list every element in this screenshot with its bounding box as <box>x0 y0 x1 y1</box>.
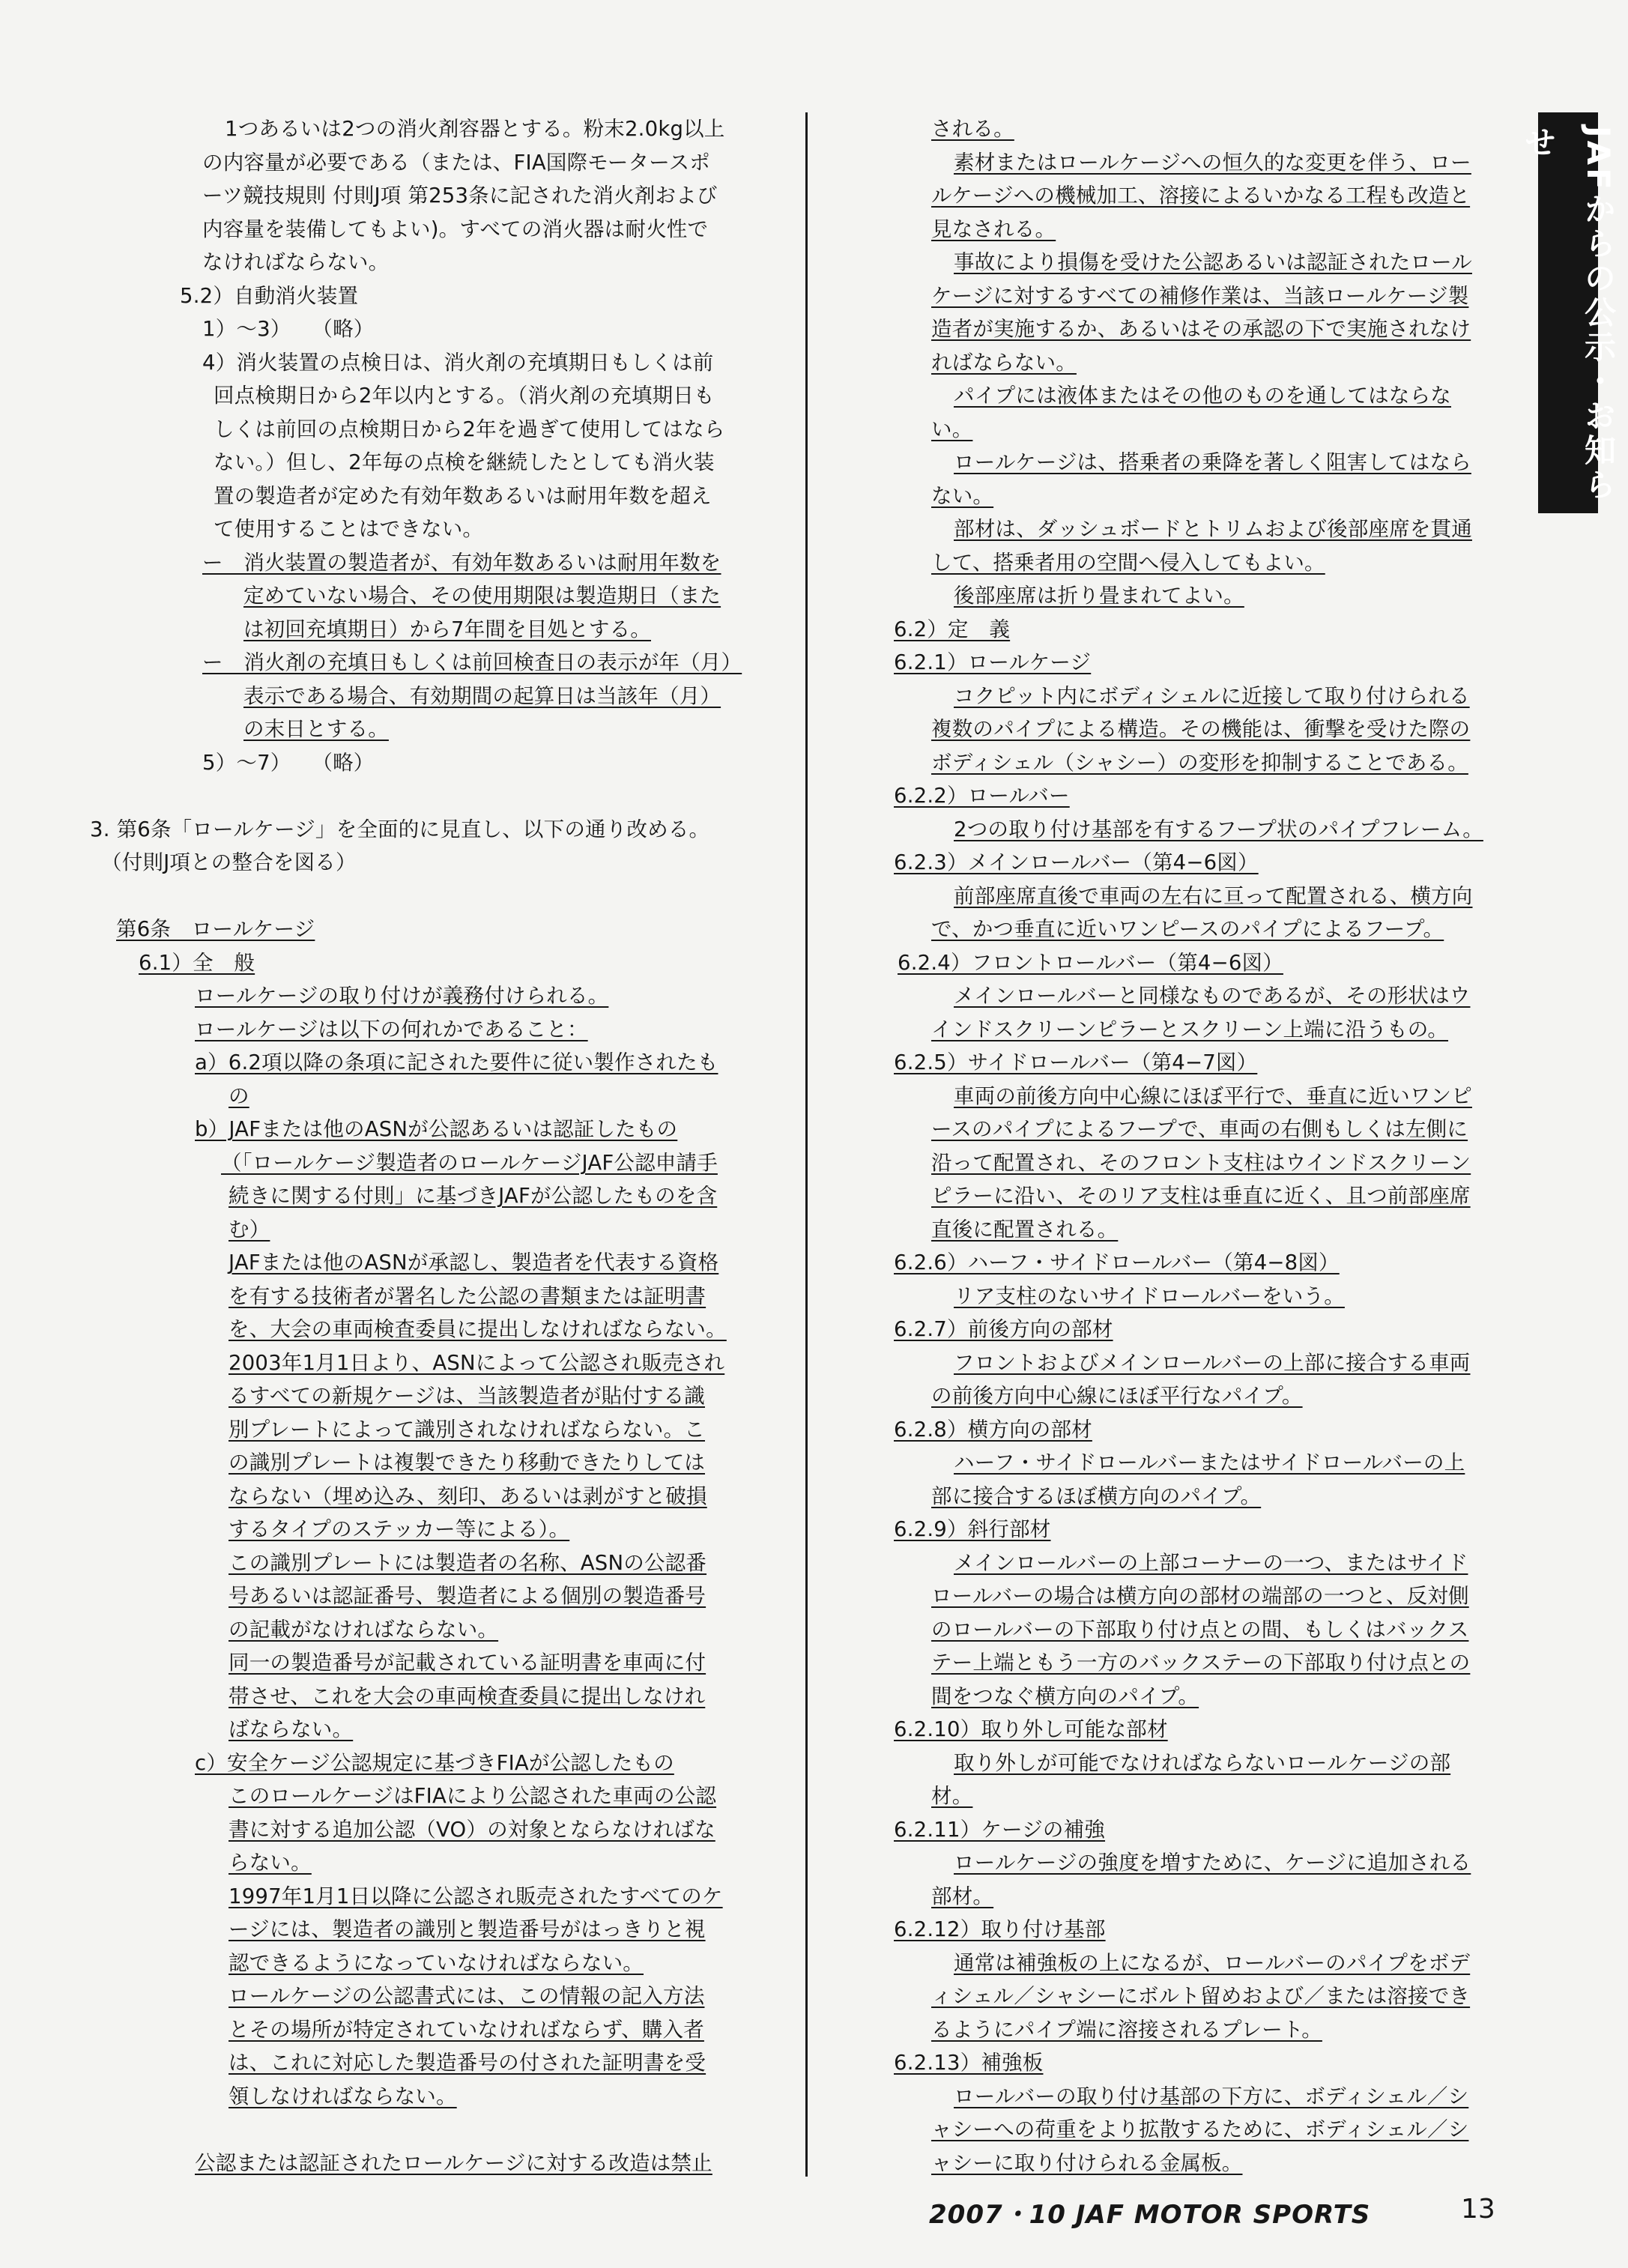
text-line: ロールケージの公認書式には、この情報の記入方法 <box>229 1984 705 2008</box>
text-line: 前部座席直後で車両の左右に亘って配置される、横方向 <box>954 883 1473 908</box>
text-line: 間をつなぐ横方向のパイプ。 <box>931 1684 1199 1708</box>
text-line: ボディシェル（シャシー）の変形を抑制することである。 <box>931 750 1468 775</box>
text-line: メインロールバーの上部コーナーの一つ、またはサイド <box>954 1550 1468 1575</box>
text-line: ィシェル／シャシーにボルト留めおよび／または溶接でき <box>931 1984 1471 2008</box>
text-line: 事故により損傷を受けた公認あるいは認証されたロール <box>954 250 1472 274</box>
magazine-title: 2007・10 JAF MOTOR SPORTS <box>929 2200 1371 2230</box>
text-line: 6.2.6）ハーフ・サイドロールバー（第4−8図） <box>894 1251 1340 1274</box>
text-line: 5.2）自動消火装置 <box>180 283 359 308</box>
text-line: 複数のパイプによる構造。その機能は、衝撃を受けた際の <box>931 717 1471 741</box>
text-line: リア支柱のないサイドロールバーをいう。 <box>954 1283 1345 1308</box>
text-line: ロールケージの取り付けが義務付けられる。 <box>195 984 609 1008</box>
text-line: 3. 第6条「ロールケージ」を全面的に見直し、以下の通り改める。 <box>90 817 710 841</box>
text-line: 5）～7） （略） <box>202 750 375 775</box>
text-line: の前後方向中心線にほぼ平行なパイプ。 <box>931 1384 1303 1408</box>
text-line: らない。 <box>229 1851 312 1875</box>
text-line: 1）～3） （略） <box>202 317 375 341</box>
text-line: a）6.2項以降の条項に記された要件に従い製作されたも <box>195 1050 718 1074</box>
text-line: ー 消火装置の製造者が、有効年数あるいは耐用年数を <box>202 550 721 575</box>
text-line: ーツ競技規則 付則J項 第253条に記された消火剤および <box>202 184 718 208</box>
text-line: の末日とする。 <box>243 717 389 741</box>
text-line: るすべての新規ケージは、当該製造者が貼付する識 <box>229 1384 705 1408</box>
text-line: この識別プレートには製造者の名称、ASNの公認番 <box>229 1550 707 1575</box>
text-line: で、かつ垂直に近いワンピースのパイプによるフープ。 <box>931 917 1444 941</box>
text-line: のロールバーの下部取り付け点との間、もしくはバックス <box>931 1617 1469 1642</box>
text-line: ロールバーの場合は横方向の部材の端部の一つと、反対側 <box>931 1584 1469 1608</box>
text-line: 1997年1月1日以降に公認され販売されたすべてのケ <box>229 1884 723 1908</box>
text-line: を、大会の車両検査委員に提出しなければならない。 <box>229 1317 727 1341</box>
footer <box>929 2194 1370 2231</box>
text-line: パイプには液体またはその他のものを通してはならな <box>954 384 1451 408</box>
text-line: む） <box>229 1217 270 1242</box>
text-line: は、これに対応した製造番号の付された証明書を受 <box>229 2051 706 2075</box>
text-line: するタイプのステッカー等による）。 <box>229 1517 570 1541</box>
text-line: て使用することはできない。 <box>214 517 484 541</box>
text-line: 通常は補強板の上になるが、ロールバーのパイプをボデ <box>954 1950 1471 1975</box>
text-line: 回点検期日から2年以内とする。（消火剤の充填期日も <box>214 384 715 408</box>
right-column <box>875 112 1518 2180</box>
text-line: 4）消火装置の点検日は、消火剤の充填期日もしくは前 <box>202 350 714 375</box>
text-line: して、搭乗者用の空間へ侵入してもよい。 <box>931 550 1325 575</box>
text-line: ルケージへの機械加工、溶接によるいかなる工程も改造と <box>931 184 1471 208</box>
text-line: 号あるいは認証番号、製造者による個別の製造番号 <box>229 1584 706 1608</box>
text-line: 6.2.7）前後方向の部材 <box>894 1317 1113 1341</box>
text-line: の <box>229 1083 249 1108</box>
text-line: ロールケージは以下の何れかであること： <box>195 1017 588 1041</box>
column-divider <box>805 112 808 2177</box>
text-line: の内容量が必要である（または、FIA国際モータースポ <box>202 150 710 175</box>
text-line: 書に対する追加公認（VO）の対象とならなければな <box>229 1817 715 1842</box>
text-line: ースのパイプによるフープで、車両の右側もしくは左側に <box>931 1117 1468 1141</box>
text-line: 6.2.10）取り外し可能な部材 <box>894 1717 1168 1741</box>
text-line: い。 <box>931 417 973 441</box>
text-line: ロールケージの強度を増すために、ケージに追加される <box>954 1851 1471 1875</box>
text-line: 見なされる。 <box>931 217 1056 241</box>
text-line: 材。 <box>931 1784 973 1808</box>
text-line: 直後に配置される。 <box>931 1217 1119 1242</box>
text-line: ハーフ・サイドロールバーまたはサイドロールバーの上 <box>954 1451 1465 1475</box>
text-line: なければならない。 <box>202 250 390 274</box>
text-line <box>82 880 757 913</box>
text-line: 公認または認証されたロールケージに対する改造は禁止 <box>195 2150 712 2175</box>
text-line: ージには、製造者の識別と製造番号がはっきりと視 <box>229 1917 706 1941</box>
text-line: される。 <box>931 117 1014 141</box>
text-line: 6.2.11）ケージの補強 <box>894 1817 1106 1842</box>
text-line: ばならない。 <box>229 1717 354 1741</box>
text-line: 取り外しが可能でなければならないロールケージの部 <box>954 1750 1451 1775</box>
text-line: ケージに対するすべての補修作業は、当該ロールケージ製 <box>931 283 1469 308</box>
text-line: 2003年1月1日より、ASNによって公認され販売され <box>229 1350 725 1375</box>
text-line: 素材またはロールケージへの恒久的な変更を伴う、ロー <box>954 150 1471 175</box>
text-line: b）JAFまたは他のASNが公認あるいは認証したもの <box>195 1117 678 1141</box>
text-line: ならない（埋め込み、刻印、あるいは剥がすと破損 <box>229 1484 707 1508</box>
text-line: フロントおよびメインロールバーの上部に接合する車両 <box>954 1350 1471 1375</box>
text-line: ャシーに取り付けられる金属板。 <box>931 2150 1243 2175</box>
text-line: とその場所が特定されていなければならず、購入者 <box>229 2017 704 2042</box>
text-line: 続きに関する付則」に基づきJAFが公認したものを含 <box>229 1184 718 1208</box>
left-column <box>82 112 757 2180</box>
text-line: このロールケージはFIAにより公認された車両の公認 <box>229 1784 717 1808</box>
text-line: の記載がなければならない。 <box>229 1617 499 1642</box>
text-line: の識別プレートは複製できたり移動できたりしては <box>229 1451 705 1475</box>
text-line: 造者が実施するか、あるいはその承認の下で実施されなけ <box>931 317 1471 341</box>
text-line: ない。）但し、2年毎の点検を継続したとしても消火装 <box>214 450 715 474</box>
text-line: ピラーに沿い、そのリア支柱は垂直に近く、且つ前部座席 <box>931 1184 1471 1208</box>
text-line: 別プレートによって識別されなければならない。こ <box>229 1417 705 1442</box>
section-tab <box>1520 112 1617 513</box>
text-line: 帯させ、これを大会の車両検査委員に提出しなけれ <box>229 1684 706 1708</box>
text-line: （付則J項との整合を図る） <box>101 850 357 874</box>
text-line: 6.2.2）ロールバー <box>894 784 1070 808</box>
text-line: るようにパイプ端に溶接されるプレート。 <box>931 2017 1322 2042</box>
text-line: テー上端ともう一方のバックステーの下部取り付け点との <box>931 1651 1471 1675</box>
text-line: 部材は、ダッシュボードとトリムおよび後部座席を貫通 <box>954 517 1472 541</box>
text-line <box>82 779 757 813</box>
text-line: JAFまたは他のASNが承認し、製造者を代表する資格 <box>229 1251 719 1274</box>
text-line: 部材。 <box>931 1884 994 1908</box>
text-line: 2つの取り付け基部を有するフープ状のパイプフレーム。 <box>954 817 1483 841</box>
section-tab-label: JAFからの公示・お知らせ <box>1520 126 1617 503</box>
text-line: 6.2.8）横方向の部材 <box>894 1417 1092 1442</box>
text-line: 6.2）定 義 <box>894 617 1011 641</box>
text-line: 1つあるいは2つの消火剤容器とする。粉末2.0kg以上 <box>225 117 725 141</box>
text-line: 沿って配置され、そのフロント支柱はウインドスクリーン <box>931 1150 1471 1175</box>
text-line: を有する技術者が署名した公認の書類または証明書 <box>229 1283 706 1308</box>
text-line: メインロールバーと同様なものであるが、その形状はウ <box>954 984 1471 1008</box>
text-line: ロールケージは、搭乗者の乗降を著しく阻害してはなら <box>954 450 1471 474</box>
text-line: 認できるようになっていなければならない。 <box>229 1950 644 1975</box>
text-line: 6.2.12）取り付け基部 <box>894 1917 1106 1941</box>
text-line: 6.2.5）サイドロールバー（第4−7図） <box>894 1050 1258 1074</box>
text-line: 内容量を装備してもよい)。すべての消火器は耐火性で <box>202 217 709 241</box>
text-line: ない。 <box>931 483 994 508</box>
text-line: 同一の製造番号が記載されている証明書を車両に付 <box>229 1651 706 1675</box>
text-line: 6.2.13）補強板 <box>894 2051 1044 2075</box>
text-line: 表示である場合、有効期間の起算日は当該年（月） <box>243 683 721 708</box>
text-line: しくは前回の点検期日から2年を過ぎて使用してはなら <box>214 417 725 441</box>
text-line: 車両の前後方向中心線にほぼ平行で、垂直に近いワンピ <box>954 1083 1472 1108</box>
text-line: 6.2.1）ロールケージ <box>894 650 1092 674</box>
text-line: 6.2.3）メインロールバー（第4−6図） <box>894 850 1259 874</box>
page-number: 13 <box>1461 2194 1495 2225</box>
text-line: （「ロールケージ製造者のロールケージJAF公認申請手 <box>221 1150 718 1175</box>
text-line: c）安全ケージ公認規定に基づきFIAが公認したもの <box>195 1750 674 1775</box>
text-line: ればならない。 <box>931 350 1077 375</box>
text-line: 部に接合するほぼ横方向のパイプ。 <box>931 1484 1262 1508</box>
text-line: 置の製造者が定めた有効年数あるいは耐用年数を超え <box>214 483 712 508</box>
text-line: 6.2.4）フロントロールバー（第4−6図） <box>898 950 1283 975</box>
text-line: 定めていない場合、その使用期限は製造期日（また <box>243 584 721 608</box>
text-line: は初回充填期日）から7年間を目処とする。 <box>243 617 651 641</box>
text-line: ロールバーの取り付け基部の下方に、ボディシェル／シ <box>954 2084 1469 2108</box>
text-line: 6.2.9）斜行部材 <box>894 1517 1051 1541</box>
text-line: ー 消火剤の充填日もしくは前回検査日の表示が年（月） <box>202 650 742 674</box>
text-line: インドスクリーンピラーとスクリーン上端に沿うもの。 <box>931 1017 1449 1041</box>
text-line: 6.1）全 般 <box>139 950 255 975</box>
text-line: 後部座席は折り畳まれてよい。 <box>954 584 1244 608</box>
text-line: 第6条 ロールケージ <box>116 917 315 941</box>
text-line: コクピット内にボディシェルに近接して取り付けられる <box>954 683 1470 708</box>
text-line <box>82 2113 757 2147</box>
text-line: 領しなければならない。 <box>229 2084 457 2108</box>
text-line: ャシーへの荷重をより拡散するために、ボディシェル／シ <box>931 2117 1469 2141</box>
